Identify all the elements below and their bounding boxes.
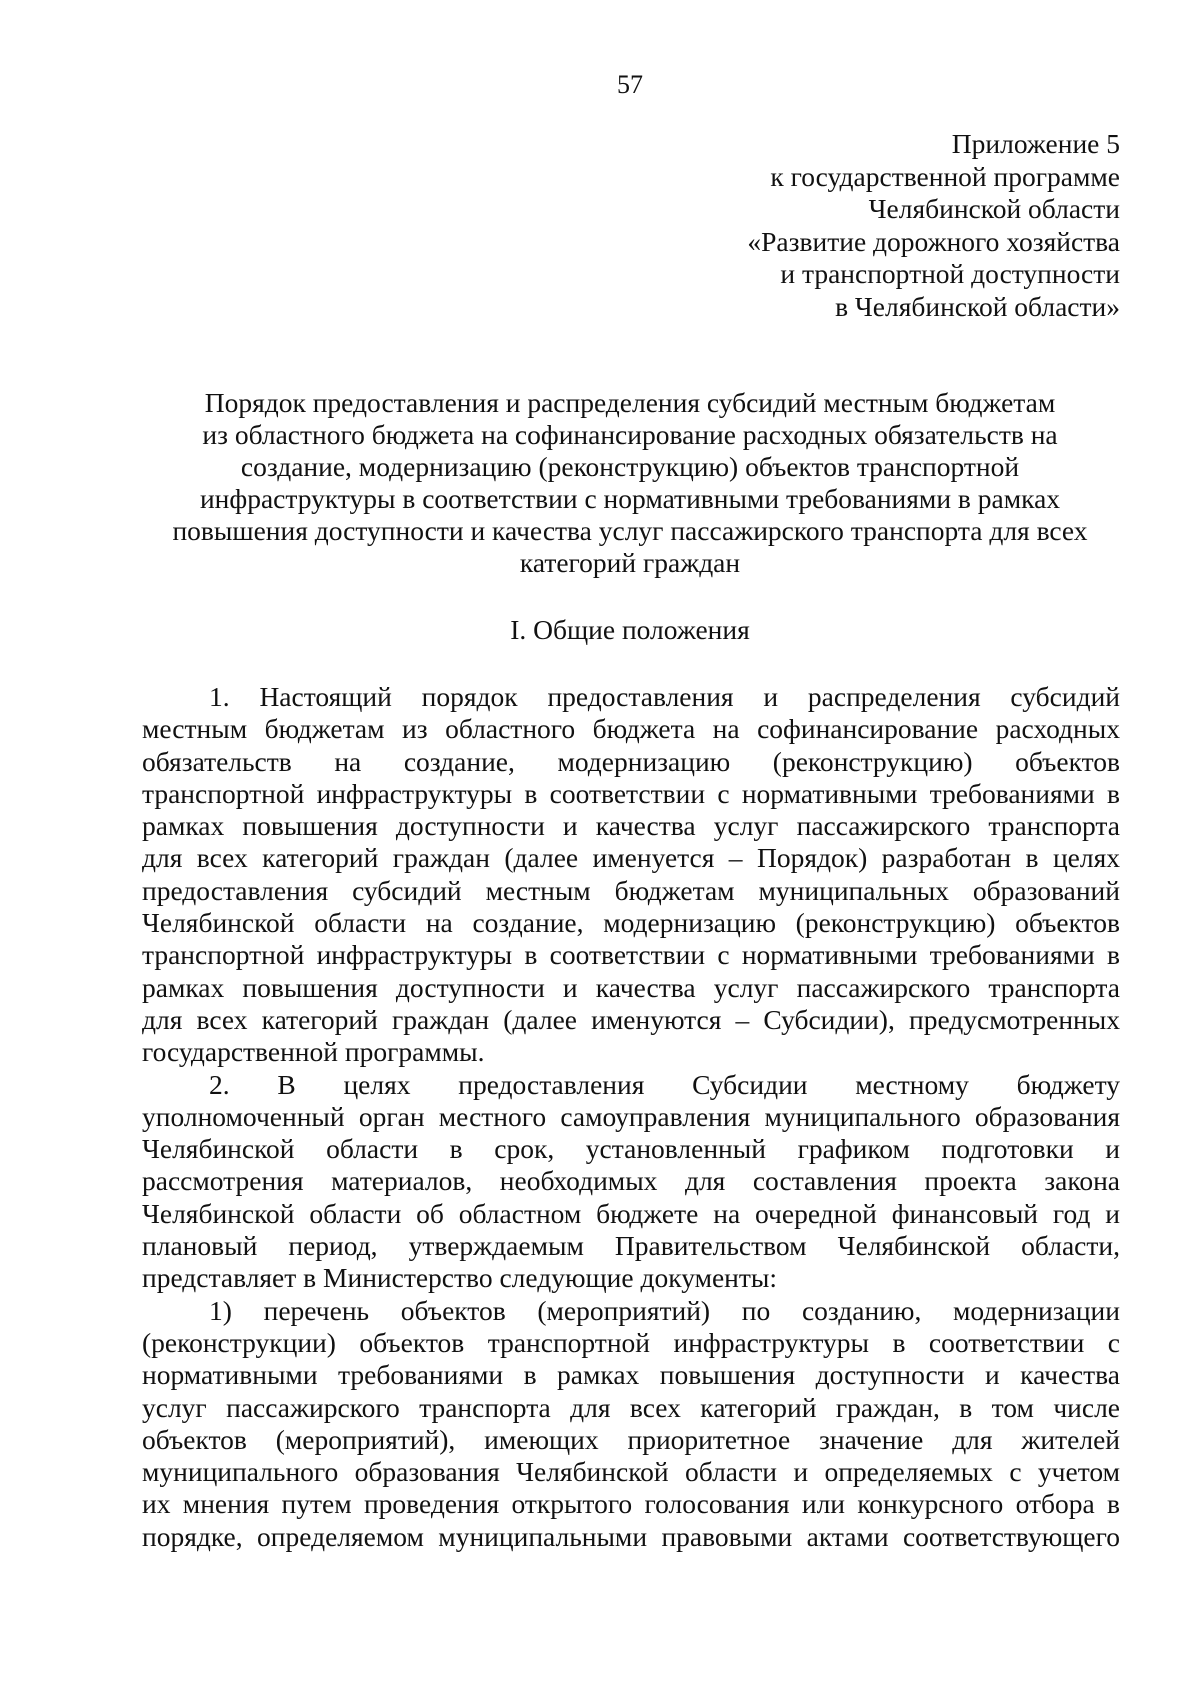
text-line: (реконструкции) объектов транспортной инфраструктуры в соответствии с — [142, 1326, 1120, 1358]
text-line: представляет в Министерство следующие документы: — [142, 1262, 778, 1294]
body-text — [142, 681, 1120, 1553]
text-line: местным бюджетам из областного бюджета на софинансирование расходных — [142, 713, 1120, 745]
text-line: рамках повышения доступности и качества услуг пассажирского транспорта — [142, 810, 1120, 842]
text-line: услуг пассажирского транспорта для всех категорий граждан, в том числе — [142, 1391, 1120, 1423]
appendix-line: и транспортной доступности — [780, 258, 1120, 290]
appendix-line: Челябинской области — [868, 193, 1120, 225]
appendix-line: «Развитие дорожного хозяйства — [747, 225, 1120, 257]
section-heading: I. Общие положения — [510, 614, 750, 645]
text-line: для всех категорий граждан (далее именуются – Субсидии), предусмотренных — [142, 1003, 1120, 1035]
paragraph-3 — [142, 1295, 1120, 1553]
text-line: государственной программы. — [142, 1036, 485, 1068]
title-line: из областного бюджета на софинансирование расходных обязательств на — [202, 419, 1058, 450]
appendix-line: к государственной программе — [770, 160, 1120, 192]
page-number: 57 — [617, 70, 643, 99]
text-line: рамках повышения доступности и качества услуг пассажирского транспорта — [142, 971, 1120, 1003]
text-line: транспортной инфраструктуры в соответствии с нормативными требованиями в — [142, 939, 1120, 971]
text-line: Челябинской области на создание, модернизацию (реконструкцию) объектов — [142, 907, 1120, 939]
text-line: уполномоченный орган местного самоуправления муниципального образования — [142, 1100, 1120, 1132]
text-line: Челябинской области в срок, установленный графиком подготовки и — [142, 1133, 1120, 1165]
paragraph-2 — [142, 1069, 1120, 1295]
title-line: создание, модернизацию (реконструкцию) объектов транспортной — [240, 451, 1020, 482]
text-line: 2. В целях предоставления Субсидии местному бюджету — [209, 1068, 1120, 1100]
title-line: инфраструктуры в соответствии с нормативными требованиями в рамках — [199, 483, 1061, 514]
text-line: порядке, определяемом муниципальными правовыми актами соответствующего — [142, 1520, 1120, 1552]
paragraph-1 — [142, 681, 1120, 1069]
title-line: Порядок предоставления и распределения субсидий местным бюджетам — [204, 387, 1056, 418]
text-line: рассмотрения материалов, необходимых для составления проекта закона — [142, 1165, 1120, 1197]
title-line: повышения доступности и качества услуг пассажирского транспорта для всех — [172, 515, 1088, 546]
text-line: 1) перечень объектов (мероприятий) по созданию, модернизации — [209, 1294, 1120, 1326]
text-line: для всех категорий граждан (далее именуется – Порядок) разработан в целях — [142, 842, 1120, 874]
text-line: предоставления субсидий местным бюджетам муниципальных образований — [142, 874, 1120, 906]
text-line: объектов (мероприятий), имеющих приоритетное значение для жителей — [142, 1423, 1120, 1455]
text-line: нормативными требованиями в рамках повышения доступности и качества — [142, 1359, 1120, 1391]
appendix-line: Приложение 5 — [951, 128, 1120, 159]
text-line: муниципального образования Челябинской области и определяемых с учетом — [142, 1456, 1120, 1488]
appendix-block — [620, 128, 1120, 324]
document-title — [140, 387, 1120, 579]
text-line: плановый период, утверждаемым Правительством Челябинской области, — [142, 1230, 1120, 1262]
title-line: категорий граждан — [519, 547, 741, 578]
text-line: Челябинской области об областном бюджете на очередной финансовый год и — [142, 1197, 1120, 1229]
text-line: 1. Настоящий порядок предоставления и распределения субсидий — [209, 681, 1120, 712]
appendix-line: в Челябинской области» — [835, 290, 1120, 322]
text-line: транспортной инфраструктуры в соответствии с нормативными требованиями в — [142, 777, 1120, 809]
text-line: их мнения путем проведения открытого голосования или конкурсного отбора в — [142, 1488, 1120, 1520]
text-line: обязательств на создание, модернизацию (реконструкцию) объектов — [142, 745, 1120, 777]
